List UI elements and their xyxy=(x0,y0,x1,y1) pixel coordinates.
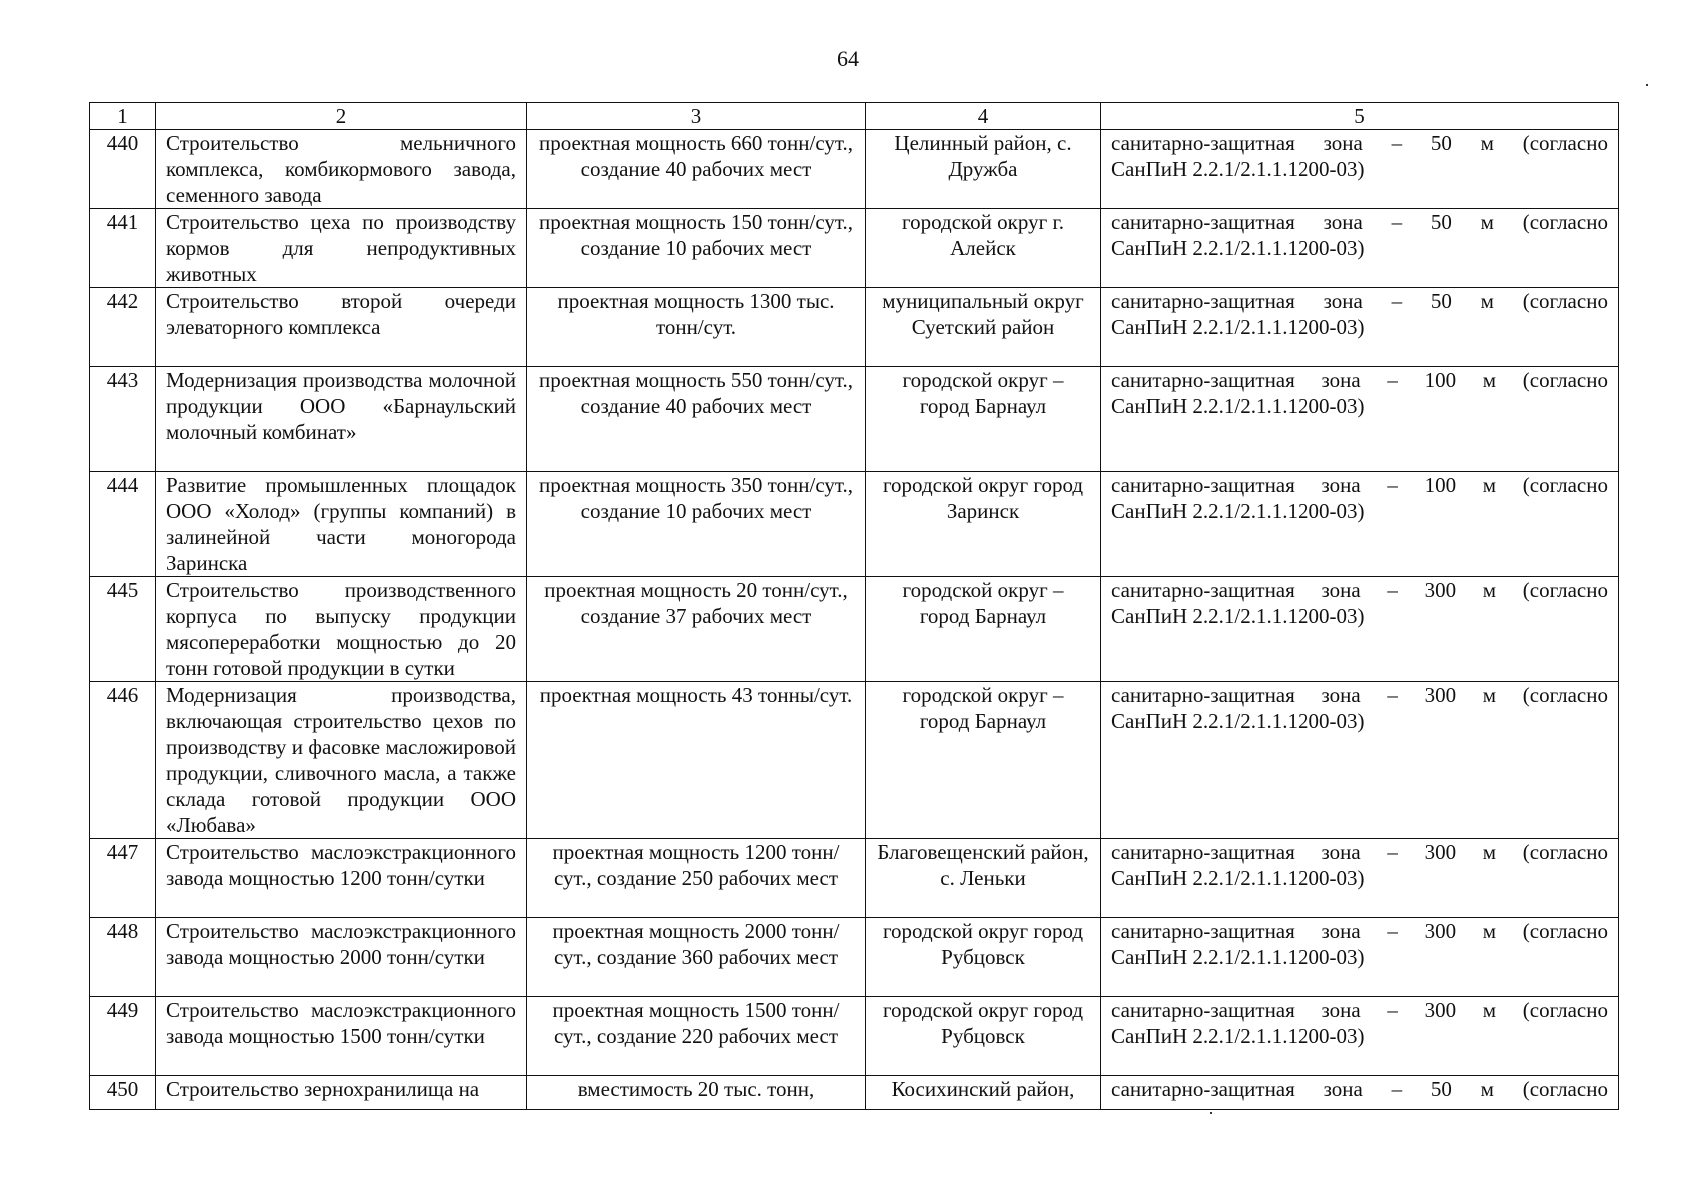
project-name: Развитие промышленных площадок ООО «Холод» (группы компаний) в залинейной части моногорода Заринска xyxy=(156,472,527,577)
table-row xyxy=(90,130,1619,209)
zone-ref: (согласно xyxy=(1522,473,1608,497)
table-row xyxy=(90,472,1619,577)
zone-label: санитарно-защитная xyxy=(1111,289,1295,313)
zone-distance: 300 xyxy=(1424,840,1457,864)
zone-distance: 100 xyxy=(1424,473,1457,497)
zone-label: санитарно-защитная xyxy=(1111,210,1295,234)
row-number: 445 xyxy=(90,577,156,682)
project-capacity: проектная мощность 20 тонн/сут., создание 37 рабочих мест xyxy=(527,577,866,682)
zone-dash: – xyxy=(1391,131,1403,155)
project-capacity: вместимость 20 тыс. тонн, xyxy=(527,1076,866,1110)
zone-distance: 300 xyxy=(1424,998,1457,1022)
sanitary-zone xyxy=(1101,577,1619,682)
zone-word: зона xyxy=(1323,289,1363,313)
project-location: городской округ – город Барнаул xyxy=(866,682,1101,839)
zone-norm: СанПиН 2.2.1/2.1.1.1200-03) xyxy=(1111,709,1365,733)
zone-unit: м xyxy=(1480,131,1494,155)
zone-unit: м xyxy=(1482,998,1497,1022)
zone-distance: 50 xyxy=(1430,289,1452,313)
zone-dash: – xyxy=(1387,919,1398,943)
zone-unit: м xyxy=(1482,368,1497,392)
zone-word: зона xyxy=(1323,131,1363,155)
row-number: 448 xyxy=(90,918,156,997)
zone-dash: – xyxy=(1387,473,1398,497)
zone-label: санитарно-защитная xyxy=(1111,1077,1295,1101)
project-location: городской округ город Заринск xyxy=(866,472,1101,577)
zone-unit: м xyxy=(1482,683,1497,707)
project-location: городской округ город Рубцовск xyxy=(866,918,1101,997)
row-number: 441 xyxy=(90,209,156,288)
zone-unit: м xyxy=(1480,1077,1494,1101)
sanitary-zone-line xyxy=(1111,839,1608,865)
zone-word: зона xyxy=(1321,578,1361,602)
column-header: 1 xyxy=(90,103,156,130)
zone-label: санитарно-защитная xyxy=(1111,919,1295,943)
zone-dash: – xyxy=(1387,840,1398,864)
zone-unit: м xyxy=(1480,289,1494,313)
project-name: Модернизация производства молочной продукции ООО «Барнаульский молочный комбинат» xyxy=(156,367,527,472)
zone-label: санитарно-защитная xyxy=(1111,683,1295,707)
row-number: 446 xyxy=(90,682,156,839)
sanitary-zone-line xyxy=(1111,682,1608,708)
zone-dash: – xyxy=(1387,578,1398,602)
zone-norm: СанПиН 2.2.1/2.1.1.1200-03) xyxy=(1111,1024,1365,1048)
zone-unit: м xyxy=(1482,473,1497,497)
zone-norm: СанПиН 2.2.1/2.1.1.1200-03) xyxy=(1111,315,1365,339)
zone-distance: 300 xyxy=(1424,683,1457,707)
sanitary-zone-line xyxy=(1111,130,1608,156)
zone-ref: (согласно xyxy=(1522,131,1608,155)
zone-label: санитарно-защитная xyxy=(1111,840,1295,864)
table-row xyxy=(90,997,1619,1076)
sanitary-zone xyxy=(1101,209,1619,288)
project-capacity: проектная мощность 1200 тонн/сут., создание 250 рабочих мест xyxy=(527,839,866,918)
zone-norm: СанПиН 2.2.1/2.1.1.1200-03) xyxy=(1111,499,1365,523)
zone-distance: 50 xyxy=(1430,210,1452,234)
sanitary-zone xyxy=(1101,839,1619,918)
project-capacity: проектная мощность 150 тонн/сут., создание 10 рабочих мест xyxy=(527,209,866,288)
row-number: 444 xyxy=(90,472,156,577)
zone-unit: м xyxy=(1480,210,1494,234)
project-name: Строительство мельничного комплекса, комбикормового завода, семенного завода xyxy=(156,130,527,209)
zone-norm: СанПиН 2.2.1/2.1.1.1200-03) xyxy=(1111,236,1365,260)
zone-norm: СанПиН 2.2.1/2.1.1.1200-03) xyxy=(1111,604,1365,628)
zone-ref: (согласно xyxy=(1522,1077,1608,1101)
zone-label: санитарно-защитная xyxy=(1111,578,1295,602)
project-location: Благовещенский район, с. Леньки xyxy=(866,839,1101,918)
table-row xyxy=(90,209,1619,288)
zone-ref: (согласно xyxy=(1522,368,1608,392)
project-capacity: проектная мощность 1300 тыс. тонн/сут. xyxy=(527,288,866,367)
zone-word: зона xyxy=(1323,1077,1363,1101)
zone-distance: 100 xyxy=(1424,368,1457,392)
table-row xyxy=(90,367,1619,472)
column-header: 4 xyxy=(866,103,1101,130)
table-row xyxy=(90,288,1619,367)
project-name: Строительство маслоэкстракционного завода мощностью 1200 тонн/сутки xyxy=(156,839,527,918)
project-location: муниципальный округ Суетский район xyxy=(866,288,1101,367)
zone-label: санитарно-защитная xyxy=(1111,131,1295,155)
zone-word: зона xyxy=(1321,473,1361,497)
project-location: Косихинский район, xyxy=(866,1076,1101,1110)
zone-ref: (согласно xyxy=(1522,840,1608,864)
zone-word: зона xyxy=(1321,683,1361,707)
zone-distance: 50 xyxy=(1430,1077,1452,1101)
column-header: 2 xyxy=(156,103,527,130)
sanitary-zone xyxy=(1101,130,1619,209)
zone-norm: СанПиН 2.2.1/2.1.1.1200-03) xyxy=(1111,394,1365,418)
zone-distance: 300 xyxy=(1424,919,1457,943)
sanitary-zone xyxy=(1101,682,1619,839)
zone-word: зона xyxy=(1321,368,1361,392)
zone-norm: СанПиН 2.2.1/2.1.1.1200-03) xyxy=(1111,945,1365,969)
zone-label: санитарно-защитная xyxy=(1111,368,1295,392)
sanitary-zone-line xyxy=(1111,997,1608,1023)
sanitary-zone-line xyxy=(1111,472,1608,498)
table-row xyxy=(90,918,1619,997)
scan-speck xyxy=(1646,84,1648,86)
zone-label: санитарно-защитная xyxy=(1111,473,1295,497)
zone-ref: (согласно xyxy=(1522,683,1608,707)
table-row xyxy=(90,682,1619,839)
zone-label: санитарно-защитная xyxy=(1111,998,1295,1022)
scan-speck xyxy=(1210,1112,1212,1114)
zone-norm: СанПиН 2.2.1/2.1.1.1200-03) xyxy=(1111,866,1365,890)
row-number: 447 xyxy=(90,839,156,918)
row-number: 450 xyxy=(90,1076,156,1110)
zone-norm: СанПиН 2.2.1/2.1.1.1200-03) xyxy=(1111,157,1365,181)
project-location: городской округ г. Алейск xyxy=(866,209,1101,288)
project-location: городской округ – город Барнаул xyxy=(866,577,1101,682)
zone-unit: м xyxy=(1482,919,1497,943)
zone-ref: (согласно xyxy=(1522,919,1608,943)
project-capacity: проектная мощность 660 тонн/сут., создание 40 рабочих мест xyxy=(527,130,866,209)
row-number: 443 xyxy=(90,367,156,472)
column-header: 3 xyxy=(527,103,866,130)
header-row xyxy=(90,103,1619,130)
zone-unit: м xyxy=(1482,840,1497,864)
project-name: Модернизация производства, включающая строительство цехов по производству и фасовке масложировой продукции, сливочного масла, а также склада готовой продукции ООО «Любава» xyxy=(156,682,527,839)
sanitary-zone xyxy=(1101,472,1619,577)
sanitary-zone xyxy=(1101,997,1619,1076)
sanitary-zone xyxy=(1101,1076,1619,1110)
sanitary-zone-line xyxy=(1111,918,1608,944)
zone-dash: – xyxy=(1387,368,1398,392)
project-capacity: проектная мощность 1500 тонн/сут., создание 220 рабочих мест xyxy=(527,997,866,1076)
row-number: 442 xyxy=(90,288,156,367)
sanitary-zone xyxy=(1101,367,1619,472)
project-capacity: проектная мощность 550 тонн/сут., создание 40 рабочих мест xyxy=(527,367,866,472)
zone-dash: – xyxy=(1391,289,1403,313)
row-number: 449 xyxy=(90,997,156,1076)
project-location: городской округ – город Барнаул xyxy=(866,367,1101,472)
zone-ref: (согласно xyxy=(1522,998,1608,1022)
row-number: 440 xyxy=(90,130,156,209)
sanitary-zone-line xyxy=(1111,1076,1608,1102)
sanitary-zone-line xyxy=(1111,288,1608,314)
zone-dash: – xyxy=(1387,683,1398,707)
zone-word: зона xyxy=(1321,998,1361,1022)
project-name: Строительство цеха по производству кормов для непродуктивных животных xyxy=(156,209,527,288)
zone-unit: м xyxy=(1482,578,1497,602)
table-row xyxy=(90,577,1619,682)
project-capacity: проектная мощность 43 тонны/сут. xyxy=(527,682,866,839)
zone-word: зона xyxy=(1321,919,1361,943)
zone-word: зона xyxy=(1323,210,1363,234)
project-capacity: проектная мощность 350 тонн/сут., создание 10 рабочих мест xyxy=(527,472,866,577)
zone-dash: – xyxy=(1391,1077,1403,1101)
zone-ref: (согласно xyxy=(1522,210,1608,234)
zone-word: зона xyxy=(1321,840,1361,864)
zone-distance: 50 xyxy=(1430,131,1452,155)
zone-ref: (согласно xyxy=(1522,289,1608,313)
sanitary-zone xyxy=(1101,288,1619,367)
sanitary-zone xyxy=(1101,918,1619,997)
table-body xyxy=(90,130,1619,1110)
sanitary-zone-line xyxy=(1111,367,1608,393)
zone-ref: (согласно xyxy=(1522,578,1608,602)
table-row xyxy=(90,1076,1619,1110)
projects-table xyxy=(89,102,1619,1110)
project-name: Строительство маслоэкстракционного завода мощностью 2000 тонн/сутки xyxy=(156,918,527,997)
zone-distance: 300 xyxy=(1424,578,1457,602)
project-name: Строительство производственного корпуса по выпуску продукции мясопереработки мощностью до 20 тонн готовой продукции в сутки xyxy=(156,577,527,682)
sanitary-zone-line xyxy=(1111,577,1608,603)
project-location: Целинный район, с. Дружба xyxy=(866,130,1101,209)
project-name: Строительство маслоэкстракционного завода мощностью 1500 тонн/сутки xyxy=(156,997,527,1076)
project-location: городской округ город Рубцовск xyxy=(866,997,1101,1076)
zone-dash: – xyxy=(1387,998,1398,1022)
sanitary-zone-line xyxy=(1111,209,1608,235)
zone-dash: – xyxy=(1391,210,1403,234)
project-capacity: проектная мощность 2000 тонн/сут., создание 360 рабочих мест xyxy=(527,918,866,997)
column-header: 5 xyxy=(1101,103,1619,130)
project-name: Строительство второй очереди элеваторного комплекса xyxy=(156,288,527,367)
table-row xyxy=(90,839,1619,918)
project-name: Строительство зернохранилища на xyxy=(156,1076,527,1110)
page-number: 64 xyxy=(837,46,859,71)
